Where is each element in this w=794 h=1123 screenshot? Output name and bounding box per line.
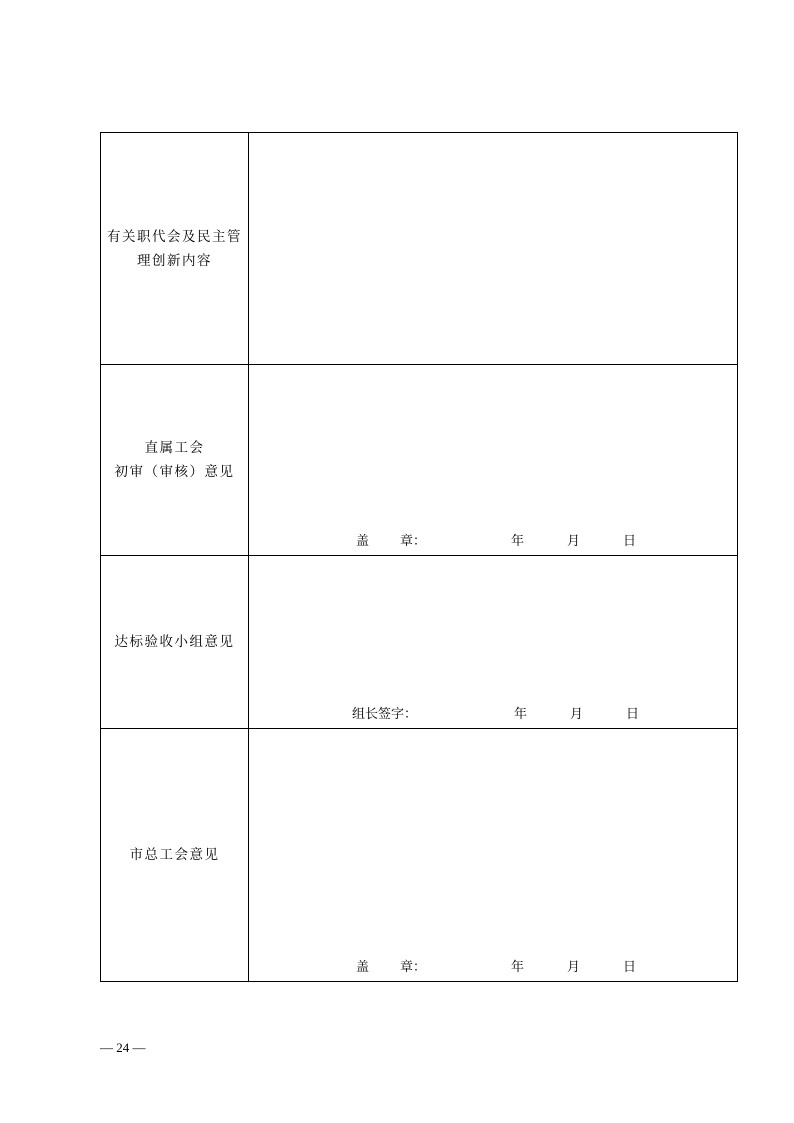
row-label-line: 有关职代会及民主管 <box>107 228 242 245</box>
row-label-line: 市总工会意见 <box>129 847 220 863</box>
seal-label-second: 章： <box>400 960 427 975</box>
day-label: 日 <box>623 960 637 975</box>
year-label: 年 <box>511 960 525 975</box>
form-row-direct-union <box>101 365 738 556</box>
seal-label-first: 盖 <box>356 960 370 975</box>
row-label-line: 理创新内容 <box>137 252 212 269</box>
row-label-city-union <box>101 729 249 982</box>
month-label: 月 <box>567 960 581 975</box>
evaluation-form-table <box>100 132 738 982</box>
content-cell-innovation[interactable] <box>249 133 738 365</box>
seal-date-line <box>249 533 737 551</box>
row-label-line: 直属工会 <box>144 440 205 456</box>
year-label: 年 <box>511 534 525 549</box>
seal-label-second: 章： <box>400 534 427 549</box>
seal-label-first: 盖 <box>356 534 370 549</box>
row-label-line: 初审（审核）意见 <box>114 464 235 480</box>
content-cell-city-union[interactable] <box>249 729 738 982</box>
leader-sign-label: 组长签字： <box>352 707 418 722</box>
form-row-city-union <box>101 729 738 982</box>
row-label-line: 达标验收小组意见 <box>114 634 235 650</box>
month-label: 月 <box>570 707 584 722</box>
day-label: 日 <box>626 707 640 722</box>
page-number: — 24 — <box>100 1040 146 1055</box>
form-row-innovation <box>101 133 738 365</box>
seal-date-line <box>249 959 737 977</box>
row-label-direct-union <box>101 365 249 556</box>
form-row-acceptance-group <box>101 556 738 729</box>
content-cell-direct-union[interactable] <box>249 365 738 556</box>
leader-sign-date-line <box>249 706 737 724</box>
row-label-innovation <box>101 133 249 365</box>
day-label: 日 <box>623 534 637 549</box>
row-label-acceptance-group <box>101 556 249 729</box>
month-label: 月 <box>567 534 581 549</box>
content-cell-acceptance-group[interactable] <box>249 556 738 729</box>
year-label: 年 <box>514 707 528 722</box>
